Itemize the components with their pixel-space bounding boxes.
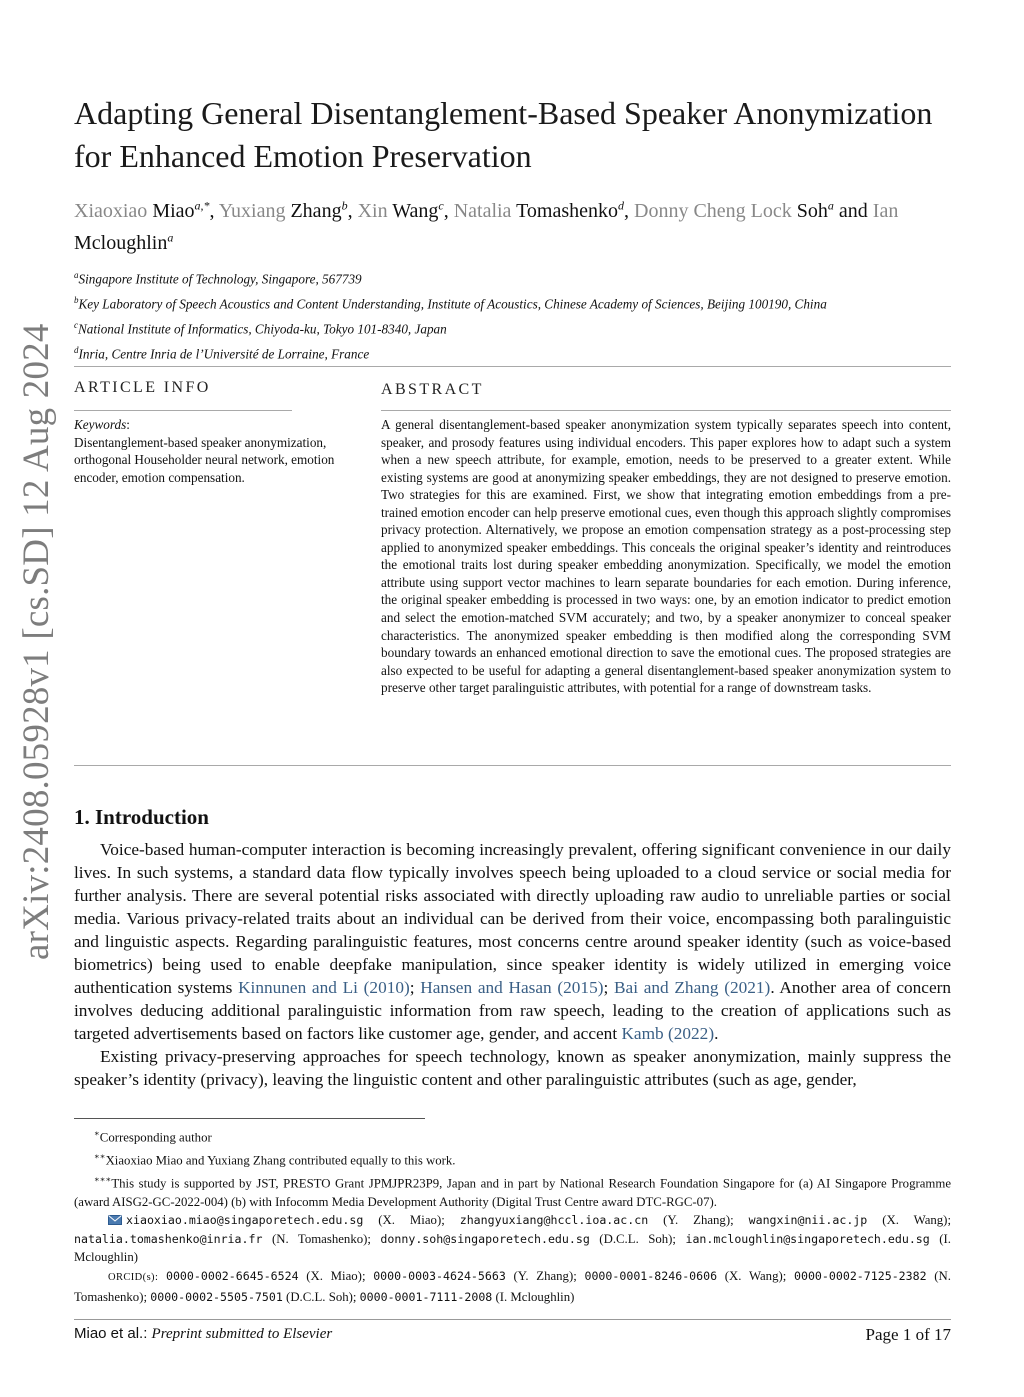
introduction-body [74,838,951,1091]
citation-link[interactable]: Hansen and Hasan (2015) [420,978,604,997]
orcid-link[interactable]: 0000-0002-7125-2382 [793,1268,927,1283]
keywords-text: Disentanglement-based speaker anonymization, orthogonal Householder neural network, emotion encoder, emotion compensation. [74,434,335,485]
section-heading-introduction: 1. Introduction [74,805,209,829]
footnote-funding: ∗∗∗This study is supported by JST, PRESTO Grant JPMJPR23P9, Japan and in part by National Research Foundation Singapore for (a) AI Singapore Programme (award AISG2-GC-2022-004) (b) with Infocomm Media Development Authority (Digital Trust Centre award DTC-RGC-07). [74,1173,951,1209]
affiliation: $^c$National Institute of Informatics, Chiyoda-ku, Tokyo 101-8340, Japan [74,319,447,337]
footnote-orcids: ORCID(s): 0000-0002-6645-6524 (X. Miao); 0000-0003-4624-5663 (Y. Zhang); 0000-0001-8246-0606 (X. Wang); 0000-0002-7125-2382 (N. Tomashenko); 0000-0002-5505-7501 (D.C.L. Soh); 0000-0001-7111-2008 (I. Mcloughlin) [74,1268,952,1304]
author-1: Xiaoxiao Miao$^{a,*}$, [74,198,219,222]
keywords-block: Keywords: Disentanglement-based speaker anonymization, orthogonal Householder neural network, emotion encoder, emotion compensation. [74,417,335,485]
email-link[interactable]: donny.soh@singaporetech.edu.sg [380,1231,590,1246]
page-number: Page 1 of 17 [865,1325,951,1344]
orcid-link[interactable]: 0000-0001-8246-0606 [584,1268,718,1283]
footnote-emails: xiaoxiao.miao@singaporetech.edu.sg (X. Miao); zhangyuxiang@hccl.ioa.ac.cn (Y. Zhang); wangxin@nii.ac.jp (X. Wang); natalia.tomashenko@inria.fr (N. Tomashenko); donny.soh@singaporetech.edu.sg (D.C.L. Soh); ian.mcloughlin@singaporetech.edu.sg (I. Mcloughlin) [74,1213,951,1265]
abstract-end-divider [74,765,951,766]
email-link[interactable]: zhangyuxiang@hccl.ioa.ac.cn [459,1213,649,1228]
header-divider [74,366,951,367]
author-6: Ian Mcloughlin$^a$ [74,199,899,255]
abstract-divider [381,410,951,411]
author-list [74,192,954,257]
footer-divider [74,1319,951,1320]
orcid-link[interactable]: 0000-0002-6645-6524 [165,1268,299,1283]
affiliation: $^b$Key Laboratory of Speech Acoustics and Content Understanding, Institute of Acoustics, Chinese Academy of Sciences, Beijing 100190, China [74,294,827,312]
email-link[interactable]: ian.mcloughlin@singaporetech.edu.sg [685,1231,930,1246]
article-info-heading: ARTICLE INFO [74,379,211,396]
article-info-divider [74,410,292,411]
email-link[interactable]: xiaoxiao.miao@singaporetech.edu.sg [126,1213,364,1228]
email-link[interactable]: natalia.tomashenko@inria.fr [74,1231,263,1246]
author-4: Natalia Tomashenko$^d$, [453,198,634,222]
author-2: Yuxiang Zhang$^b$, [218,198,358,222]
footer-citation: Miao et al.: Preprint submitted to Elsevier [74,1325,333,1342]
footnotes [74,1124,951,1306]
orcid-link[interactable]: 0000-0001-7111-2008 [359,1289,493,1304]
email-link[interactable]: wangxin@nii.ac.jp [748,1213,868,1228]
footnote-divider [74,1118,425,1119]
citation-link[interactable]: Kinnunen and Li (2010) [238,978,410,997]
paper-title: Adapting General Disentanglement-Based Speaker Anonymization for Enhanced Emotion Preservation [74,95,933,174]
footnote-equal-contribution: ∗∗Xiaoxiao Miao and Yuxiang Zhang contributed equally to this work. [94,1150,456,1168]
envelope-icon [108,1215,122,1225]
abstract-heading: ABSTRACT [381,381,484,398]
paragraph: Voice-based human-computer interaction is becoming increasingly prevalent, offering significant convenience in our daily lives. In such systems, a standard data flow typically involves speech being uploaded to a cloud service or social media for further analysis. There are several potential risks associated with directly uploading raw audio to unreliable parties or social media. Various privacy-related traits about an individual can be derived from their voice, encompassing both paralinguistic and linguistic aspects. Regarding paralinguistic features, most concerns centre around speaker identity (such as voice-based biometrics) being used to enable deepfake manipulation, since speaker identity is widely utilized in emerging voice authentication systems Kinnunen and Li (2010); Hansen and Hasan (2015); Bai and Zhang (2021). Another area of concern involves deducing additional paralinguistic information from raw speech, leading to the creation of applications such as targeted advertisements based on factors like customer age, gender, and accent Kamb (2022). [74,840,952,1043]
arxiv-identifier: arXiv:2408.05928v1 [cs.SD] 12 Aug 2024 [16,323,57,960]
abstract-text: A general disentanglement-based speaker anonymization system typically separates speech into content, speaker, and prosody features using individual encoders. This paper explores how to adapt such a system when a new speech attribute, for example, emotion, needs to be preserved to a greater extent. While existing systems are good at anonymizing speaker embeddings, they are not designed to preserve emotion. Two strategies for this are examined. First, we show that integrating emotion embeddings from a pre-trained emotion encoder can help preserve emotional cues, even though this approach slightly compromises privacy protection. Alternatively, we propose an emotion compensation strategy as a post-processing step applied to anonymized speaker embeddings. This conceals the original speaker’s identity and reintroduces the emotional traits lost during speaker embedding anonymization. Specifically, we model the emotion attribute using support vector machines to learn separate boundaries for each emotion. During inference, the original speaker embedding is processed in two ways: one, by an emotion indicator to predict emotion and select the emotion-matched SVM accurately; and two, by a speaker anonymizer to conceal speaker characteristics. The anonymized speaker embedding is then modified along the corresponding SVM boundary towards an enhanced emotional direction to save the emotional cues. The proposed strategies are also expected to be useful for adapting a general disentanglement-based speaker anonymization system to preserve other target paralinguistic attributes, with potential for a range of downstream tasks. [381,417,951,696]
footnote-corresponding: ∗Corresponding author [94,1128,212,1145]
orcid-label: ORCID(s): [108,1271,159,1283]
keywords-label: Keywords [74,417,127,432]
citation-link[interactable]: Kamb (2022) [621,1024,715,1043]
paragraph: Existing privacy-preserving approaches for speech technology, known as speaker anonymization, mainly suppress the speaker’s identity (privacy), leaving the linguistic content and other paralinguistic attributes (such as age, gender, [74,1047,951,1089]
author-5: Donny Cheng Lock Soh$^a$ and [634,198,873,222]
citation-link[interactable]: Bai and Zhang (2021) [614,978,771,997]
orcid-link[interactable]: 0000-0003-4624-5663 [373,1268,506,1283]
author-3: Xin Wang$^c$, [357,198,454,222]
affiliation-list [74,265,964,365]
affiliation: $^a$Singapore Institute of Technology, Singapore, 567739 [74,270,362,287]
orcid-link[interactable]: 0000-0002-5505-7501 [150,1289,283,1304]
affiliation: $^d$Inria, Centre Inria de l’Université de Lorraine, France [74,344,370,362]
